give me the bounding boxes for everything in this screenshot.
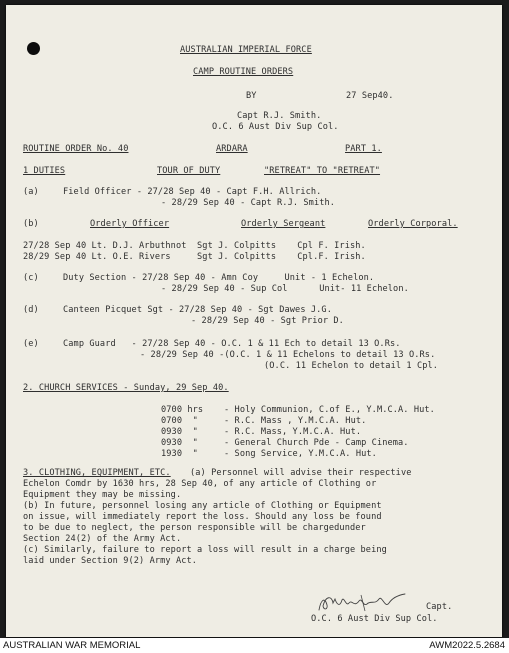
clothing-line1: (a) Personnel will advise their respective xyxy=(190,468,412,478)
orderly-officer-heading: Orderly Officer xyxy=(90,219,170,229)
service-time: 1930 " xyxy=(161,449,198,459)
clothing-line8: (c) Similarly, failure to report a loss will result in a charge being xyxy=(23,545,387,555)
tour-of-duty-heading: TOUR OF DUTY xyxy=(157,166,221,176)
archive-footer xyxy=(0,638,509,653)
item-b-label: (b) xyxy=(23,219,39,229)
orderly-corporal-heading: Orderly Corporal. xyxy=(368,219,458,229)
order-part: PART 1. xyxy=(345,144,382,154)
handwritten-signature xyxy=(315,591,420,615)
archive-reference: AWM2022.5.2684 xyxy=(429,640,505,651)
clothing-line3: Equipment they may be missing. xyxy=(23,490,182,500)
camp-guard-line1: Camp Guard - 27/28 Sep 40 - O.C. 1 & 11 Ech to detail 13 O.Rs. xyxy=(63,339,401,349)
orderly-row-1: 27/28 Sep 40 Lt. D.J. Arbuthnot Sgt J. Colpitts Cpl F. Irish. xyxy=(23,241,366,251)
order-date: 27 Sep40. xyxy=(346,91,394,101)
document-page xyxy=(6,5,502,637)
officer-name: Capt R.J. Smith. xyxy=(237,111,322,121)
document-title: CAMP ROUTINE ORDERS xyxy=(193,67,294,77)
clothing-line5: on issue, will immediately report the loss. Should any loss be found xyxy=(23,512,382,522)
clothing-line9: laid under Section 9(2) Army Act. xyxy=(23,556,198,566)
punch-hole xyxy=(27,42,40,55)
clothing-line2: Echelon Comdr by 1630 hrs, 28 Sep 40, of any article of Clothing or xyxy=(23,479,377,489)
field-officer-line2: - 28/29 Sep 40 - Capt R.J. Smith. xyxy=(161,198,336,208)
service-time: 0930 " xyxy=(161,427,198,437)
archive-name: AUSTRALIAN WAR MEMORIAL xyxy=(3,640,141,651)
camp-guard-line2: - 28/29 Sep 40 -(O.C. 1 & 11 Echelons to detail 13 O.Rs. xyxy=(140,350,436,360)
duty-section-line1: Duty Section - 27/28 Sep 40 - Amn Coy Unit - 1 Echelon. xyxy=(63,273,375,283)
clothing-line7: Section 24(2) of the Army Act. xyxy=(23,534,182,544)
clothing-line6: to be due to neglect, the person responsible will be chargedunder xyxy=(23,523,366,533)
order-place: ARDARA xyxy=(216,144,248,154)
clothing-heading: 3. CLOTHING, EQUIPMENT, ETC. xyxy=(23,468,171,478)
orderly-row-2: 28/29 Sep 40 Lt. O.E. Rivers Sgt J. Colpitts Cpl.F. Irish. xyxy=(23,252,366,262)
clothing-line4: (b) In future, personnel losing any article of Clothing or Equipment xyxy=(23,501,382,511)
order-number: ROUTINE ORDER No. 40 xyxy=(23,144,129,154)
item-a-label: (a) xyxy=(23,187,39,197)
church-services-heading: 2. CHURCH SERVICES - Sunday, 29 Sep 40. xyxy=(23,383,229,393)
service-time: 0700 " xyxy=(161,416,198,426)
camp-guard-line3: (O.C. 11 Echelon to detail 1 Cpl. xyxy=(264,361,439,371)
canteen-picquet-line2: - 28/29 Sep 40 - Sgt Prior D. xyxy=(191,316,344,326)
signature-unit: O.C. 6 Aust Div Sup Col. xyxy=(311,614,438,624)
item-c-label: (c) xyxy=(23,273,39,283)
force-heading: AUSTRALIAN IMPERIAL FORCE xyxy=(180,45,312,55)
orderly-sergeant-heading: Orderly Sergeant xyxy=(241,219,326,229)
field-officer-line1: Field Officer - 27/28 Sep 40 - Capt F.H. Allrich. xyxy=(63,187,322,197)
officer-unit: O.C. 6 Aust Div Sup Col. xyxy=(212,122,339,132)
item-e-label: (e) xyxy=(23,339,39,349)
service-desc: - R.C. Mass , Y.M.C.A. Hut. xyxy=(224,416,367,426)
by-label: BY xyxy=(246,91,257,101)
duties-heading: 1 DUTIES xyxy=(23,166,66,176)
duty-section-line2: - 28/29 Sep 40 - Sup Col Unit- 11 Echelon. xyxy=(161,284,409,294)
service-time: 0930 " xyxy=(161,438,198,448)
retreat-heading: "RETREAT" TO "RETREAT" xyxy=(264,166,381,176)
service-desc: - R.C. Mass, Y.M.C.A. Hut. xyxy=(224,427,362,437)
item-d-label: (d) xyxy=(23,305,39,315)
service-time: 0700 hrs xyxy=(161,405,204,415)
service-desc: - Holy Communion, C.of E., Y.M.C.A. Hut. xyxy=(224,405,435,415)
signature-rank: Capt. xyxy=(426,602,453,612)
canteen-picquet-line1: Canteen Picquet Sgt - 27/28 Sep 40 - Sgt Dawes J.G. xyxy=(63,305,332,315)
service-desc: - General Church Pde - Camp Cinema. xyxy=(224,438,409,448)
service-desc: - Song Service, Y.M.C.A. Hut. xyxy=(224,449,377,459)
